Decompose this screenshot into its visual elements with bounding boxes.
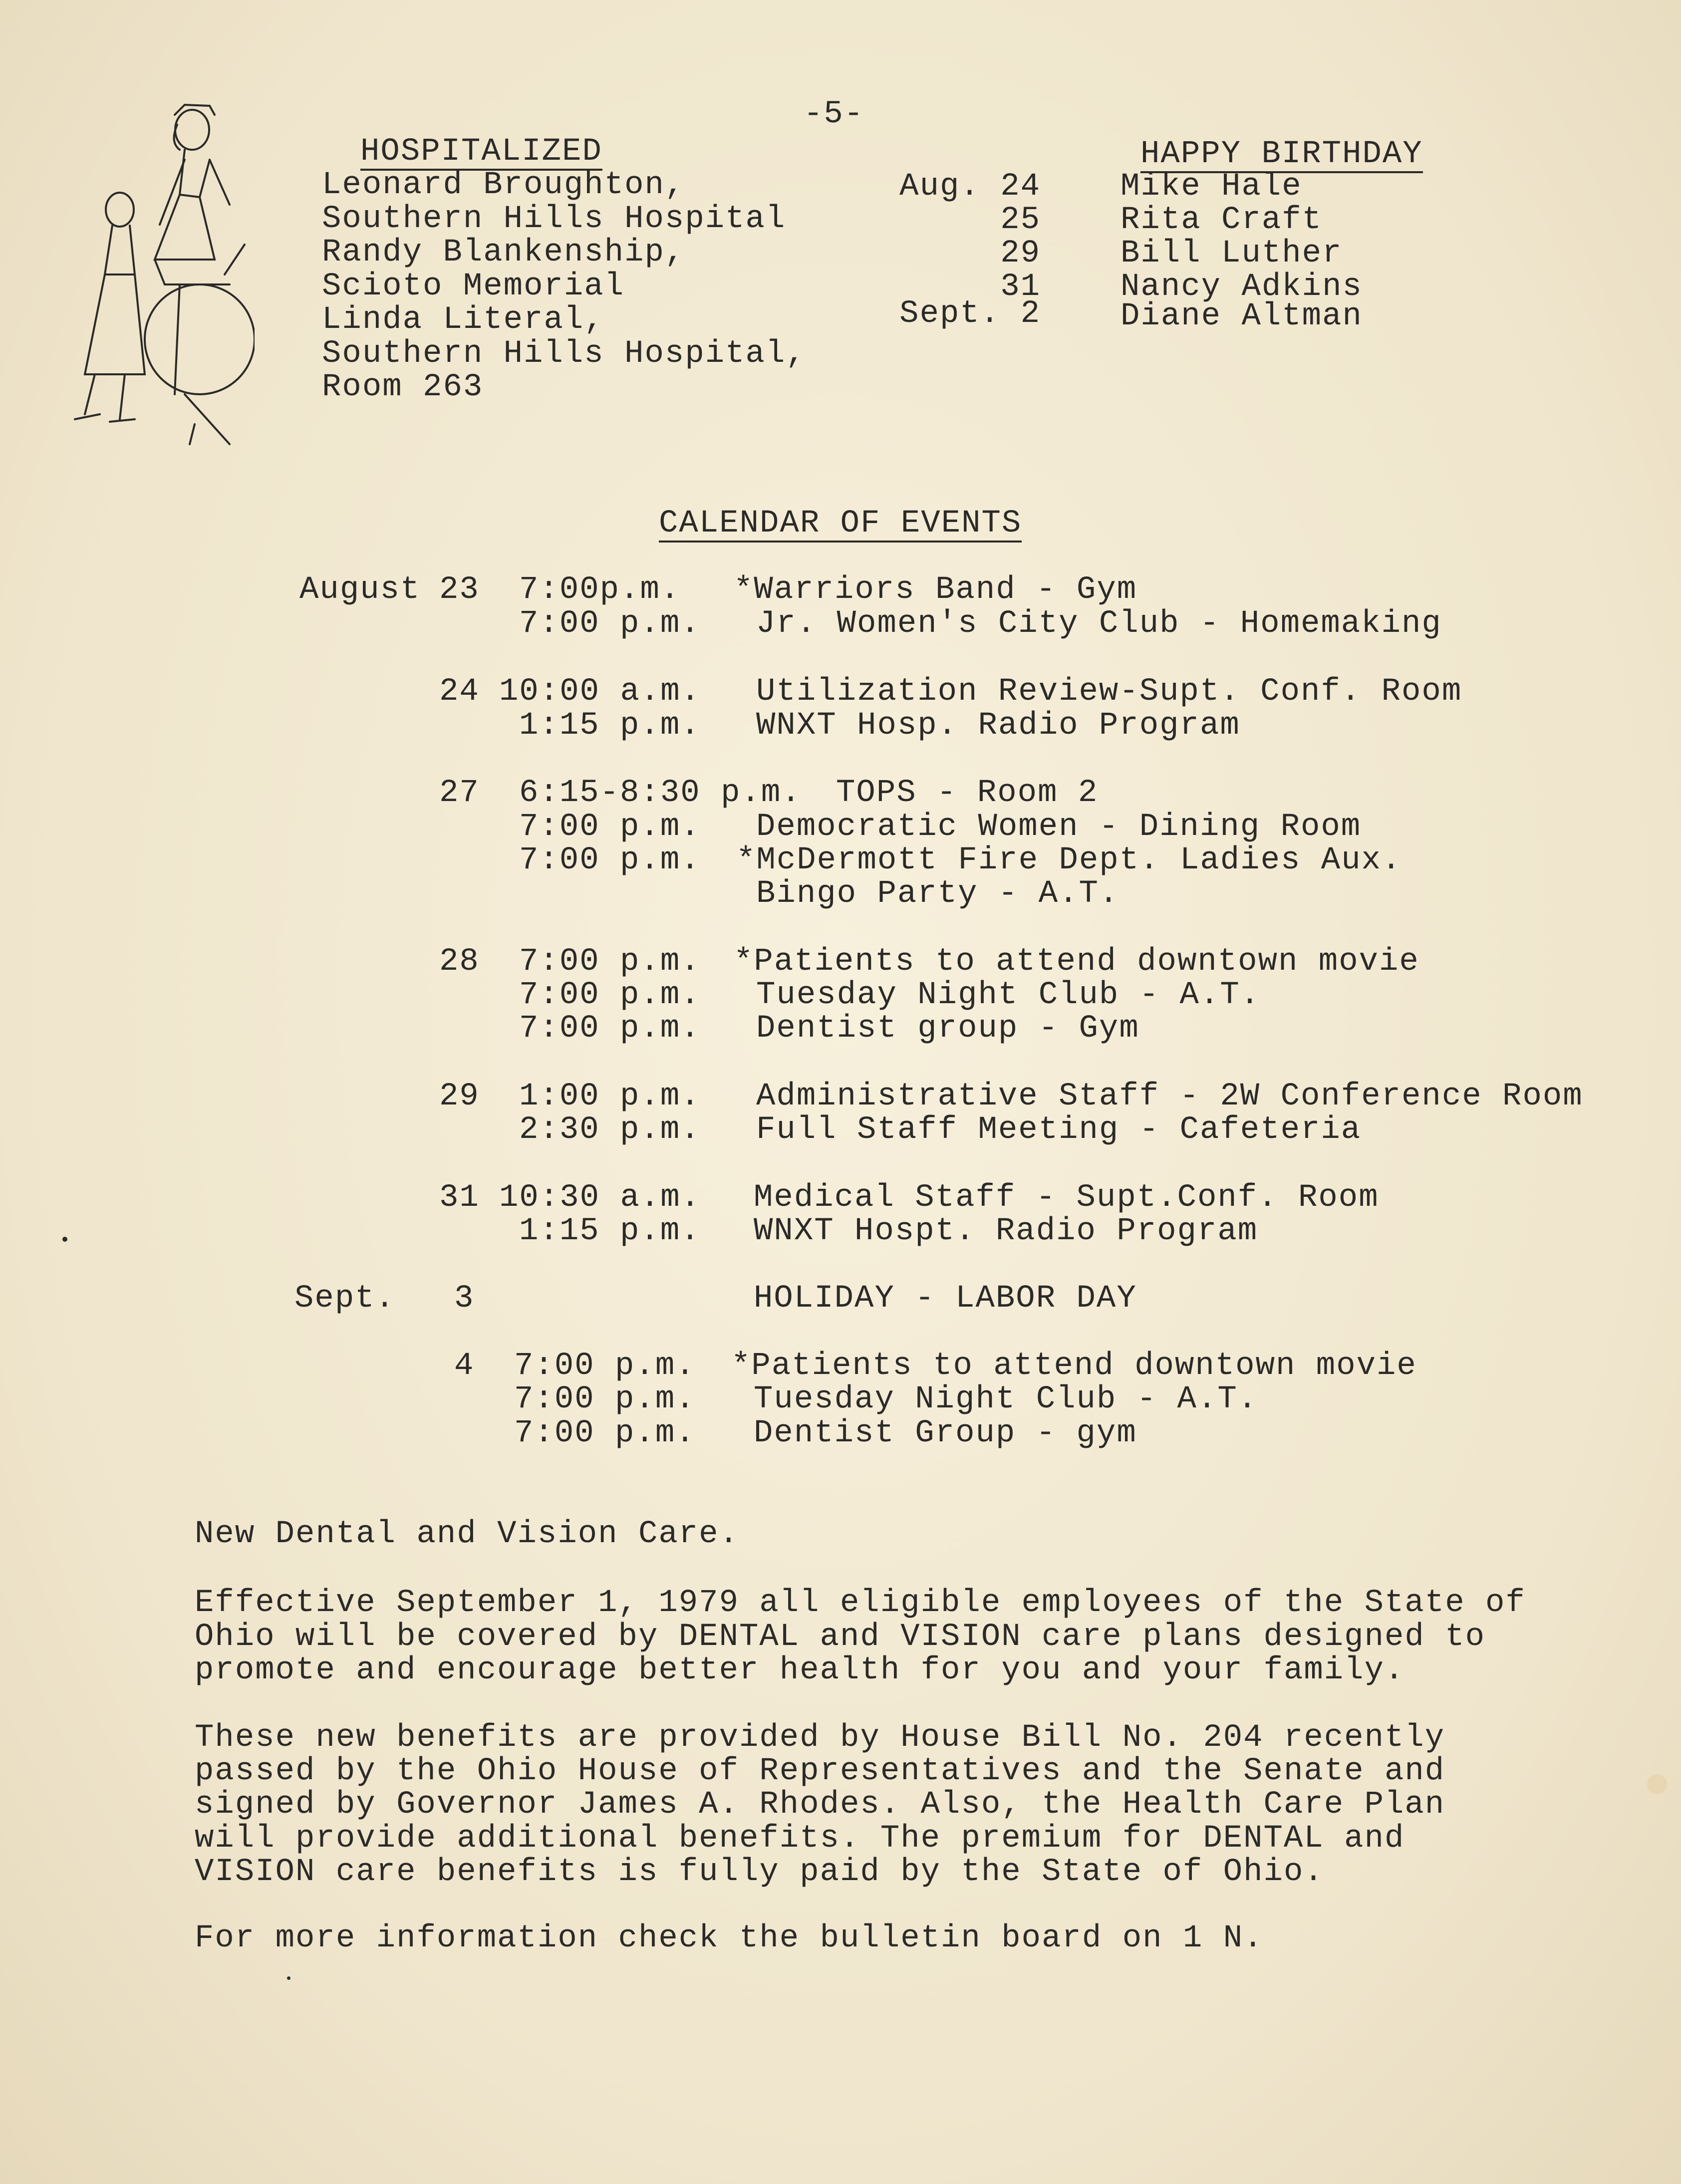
- calendar-heading: CALENDAR OF EVENTS: [659, 506, 1022, 542]
- article-title: New Dental and Vision Care.: [195, 1516, 739, 1552]
- paper-stain: [1647, 1774, 1667, 1794]
- calendar-event: Utilization Review-Supt. Conf. Room: [756, 674, 1462, 710]
- calendar-event: *McDermott Fire Dept. Ladies Aux.: [736, 842, 1402, 878]
- birthday-name: Nancy Adkins: [1121, 269, 1363, 305]
- calendar-day: 23: [439, 572, 480, 608]
- birthday-date: Sept. 2: [899, 296, 1041, 332]
- calendar-time: 10:30 a.m.: [499, 1180, 701, 1216]
- calendar-event: Dentist Group - gym: [754, 1415, 1137, 1451]
- hospitalized-line: Randy Blankenship,: [322, 235, 685, 271]
- article-line: VISION care benefits is fully paid by the State of Ohio.: [195, 1854, 1324, 1890]
- calendar-time: 7:00 p.m.: [514, 1381, 696, 1417]
- calendar-event: *Warriors Band - Gym: [734, 572, 1137, 608]
- calendar-event: Full Staff Meeting - Cafeteria: [756, 1112, 1362, 1148]
- article-line: signed by Governor James A. Rhodes. Also, the Health Care Plan: [195, 1787, 1445, 1823]
- calendar-day: 28: [439, 944, 480, 980]
- calendar-day: 29: [439, 1079, 480, 1114]
- calendar-event: Tuesday Night Club - A.T.: [754, 1381, 1258, 1417]
- ink-speck: [287, 1976, 290, 1980]
- article-closing: For more information check the bulletin board on 1 N.: [195, 1920, 1264, 1956]
- calendar-event: Tuesday Night Club - A.T.: [756, 977, 1261, 1013]
- calendar-month: August: [299, 572, 421, 608]
- calendar-day: 4: [454, 1348, 475, 1384]
- calendar-time: 7:00 p.m.: [519, 944, 701, 980]
- hospitalized-line: Linda Literal,: [322, 302, 604, 338]
- birthday-date: 29: [1000, 236, 1041, 272]
- birthday-heading: HAPPY BIRTHDAY: [1140, 136, 1423, 172]
- nurse-wheelchair-illustration: [65, 95, 255, 454]
- hospitalized-line: Southern Hills Hospital: [322, 201, 786, 237]
- birthday-date: Aug. 24: [899, 169, 1041, 205]
- article-line: These new benefits are provided by House Bill No. 204 recently: [195, 1720, 1445, 1756]
- birthday-date: 31: [1000, 269, 1041, 305]
- hospitalized-line: Scioto Memorial: [322, 269, 625, 304]
- calendar-day: 27: [439, 775, 480, 811]
- calendar-time: 7:00 p.m.: [519, 1011, 701, 1047]
- hospitalized-line: Room 263: [322, 369, 484, 405]
- calendar-time: 7:00 p.m.: [514, 1415, 696, 1451]
- calendar-time: 7:00 p.m.: [519, 842, 701, 878]
- calendar-time: 7:00 p.m.: [519, 977, 701, 1013]
- hospitalized-line: Southern Hills Hospital,: [322, 336, 806, 372]
- calendar-time: 7:00 p.m.: [514, 1348, 696, 1384]
- birthday-name: Bill Luther: [1121, 236, 1343, 272]
- calendar-event: HOLIDAY - LABOR DAY: [754, 1281, 1137, 1317]
- article-line: promote and encourage better health for you and your family.: [195, 1652, 1405, 1688]
- calendar-time: 7:00 p.m.: [519, 606, 701, 642]
- calendar-time: 6:15-8:30 p.m.: [519, 775, 802, 811]
- calendar-time: 10:00 a.m.: [499, 674, 701, 710]
- calendar-event: *Patients to attend downtown movie: [731, 1348, 1417, 1384]
- birthday-date: 25: [1000, 202, 1041, 238]
- article-line: Effective September 1, 1979 all eligible employees of the State of: [195, 1585, 1526, 1621]
- article-line: will provide additional benefits. The premium for DENTAL and: [195, 1821, 1405, 1857]
- calendar-event: Medical Staff - Supt.Conf. Room: [754, 1180, 1379, 1216]
- calendar-time: 1:15 p.m.: [519, 708, 701, 744]
- page-number: -5-: [804, 96, 864, 132]
- calendar-event: TOPS - Room 2: [836, 775, 1099, 811]
- birthday-name: Diane Altman: [1121, 298, 1363, 334]
- calendar-event: Dentist group - Gym: [756, 1011, 1139, 1047]
- ink-speck: [62, 1237, 67, 1242]
- calendar-time: 1:15 p.m.: [519, 1213, 701, 1249]
- calendar-event: WNXT Hosp. Radio Program: [756, 708, 1240, 744]
- calendar-event: Jr. Women's City Club - Homemaking: [756, 606, 1442, 642]
- calendar-event: *Patients to attend downtown movie: [734, 944, 1419, 980]
- birthday-name: Rita Craft: [1121, 202, 1323, 238]
- calendar-event: Bingo Party - A.T.: [756, 876, 1120, 912]
- calendar-event: WNXT Hospt. Radio Program: [754, 1213, 1258, 1249]
- calendar-time: 1:00 p.m.: [519, 1079, 701, 1114]
- calendar-month: Sept.: [294, 1281, 396, 1317]
- calendar-day: 31: [439, 1180, 480, 1216]
- calendar-day: 3: [454, 1281, 475, 1317]
- article-line: Ohio will be covered by DENTAL and VISION care plans designed to: [195, 1619, 1485, 1655]
- hospitalized-line: Leonard Broughton,: [322, 167, 685, 203]
- calendar-day: 24: [439, 674, 480, 710]
- calendar-event: Democratic Women - Dining Room: [756, 809, 1362, 845]
- hospitalized-heading: HOSPITALIZED: [360, 134, 602, 170]
- calendar-time: 7:00 p.m.: [519, 809, 701, 845]
- calendar-event: Administrative Staff - 2W Conference Room: [756, 1079, 1583, 1114]
- article-line: passed by the Ohio House of Representatives and the Senate and: [195, 1753, 1445, 1789]
- birthday-name: Mike Hale: [1121, 169, 1302, 205]
- calendar-time: 7:00p.m.: [519, 572, 681, 608]
- calendar-time: 2:30 p.m.: [519, 1112, 701, 1148]
